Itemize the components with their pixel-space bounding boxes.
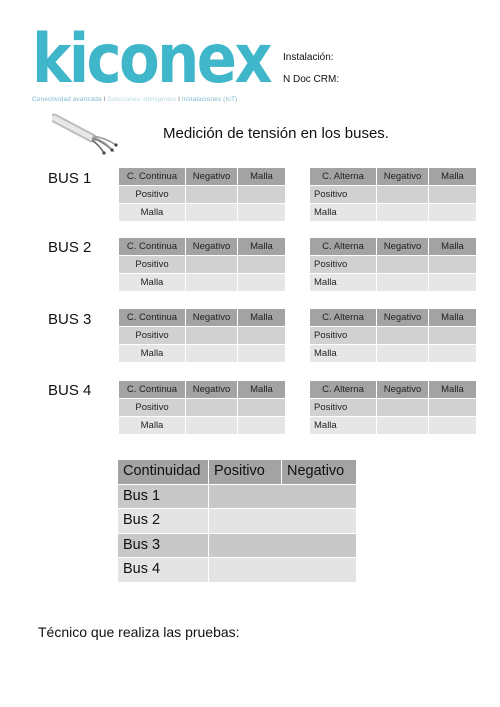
positivo-row-label: Positivo [310,327,376,344]
positivo-row-label: Positivo [310,256,376,273]
dc-header: C. Continua [119,168,185,185]
negativo-header: Negativo [377,381,428,398]
value-cell[interactable] [186,399,237,416]
negativo-header: Negativo [282,460,356,484]
ac-header: C. Alterna [310,238,376,255]
value-cell[interactable] [186,256,237,273]
negativo-header: Negativo [186,309,237,326]
value-cell[interactable] [209,485,356,509]
bus3-ac-table [310,309,476,363]
continuity-table [118,460,356,583]
ac-header: C. Alterna [310,309,376,326]
malla-row-label: Malla [310,417,376,434]
continuity-row-label: Bus 4 [118,558,208,582]
positivo-row-label: Positivo [119,256,185,273]
malla-header: Malla [429,381,476,398]
negativo-header: Negativo [186,168,237,185]
value-cell[interactable] [238,204,285,221]
bus-label-1: BUS 1 [48,170,92,187]
negativo-header: Negativo [377,238,428,255]
value-cell[interactable] [429,186,476,203]
malla-row-label: Malla [119,204,185,221]
value-cell[interactable] [429,327,476,344]
value-cell[interactable] [186,417,237,434]
malla-row-label: Malla [310,204,376,221]
value-cell[interactable] [377,256,428,273]
bus1-dc-table [119,168,285,222]
bus-label-3: BUS 3 [48,311,92,328]
continuity-row-label: Bus 1 [118,485,208,509]
ac-header: C. Alterna [310,168,376,185]
doc-crm-label: N Doc CRM: [283,74,340,85]
value-cell[interactable] [186,204,237,221]
positivo-row-label: Positivo [310,186,376,203]
malla-header: Malla [238,168,285,185]
negativo-header: Negativo [186,381,237,398]
malla-header: Malla [429,238,476,255]
malla-row-label: Malla [310,274,376,291]
bus2-dc-table [119,238,285,292]
bus-label-4: BUS 4 [48,382,92,399]
value-cell[interactable] [238,186,285,203]
value-cell[interactable] [186,345,237,362]
malla-row-label: Malla [310,345,376,362]
instalacion-label: Instalación: [283,52,334,63]
bus3-dc-table [119,309,285,363]
value-cell[interactable] [238,256,285,273]
bus-label-2: BUS 2 [48,239,92,256]
positivo-row-label: Positivo [310,399,376,416]
dc-header: C. Continua [119,381,185,398]
malla-header: Malla [238,238,285,255]
value-cell[interactable] [429,345,476,362]
value-cell[interactable] [209,534,356,558]
malla-header: Malla [429,168,476,185]
malla-header: Malla [429,309,476,326]
value-cell[interactable] [238,345,285,362]
continuidad-header: Continuidad [118,460,208,484]
value-cell[interactable] [238,327,285,344]
malla-row-label: Malla [119,274,185,291]
malla-row-label: Malla [119,345,185,362]
tagline: Conectividad avanzada I Soluciones inteligentes I Instalaciones (IoT) [32,96,238,103]
dc-header: C. Continua [119,309,185,326]
technician-label: Técnico que realiza las pruebas: [38,624,240,640]
value-cell[interactable] [377,345,428,362]
positivo-row-label: Positivo [119,399,185,416]
value-cell[interactable] [429,204,476,221]
value-cell[interactable] [186,327,237,344]
value-cell[interactable] [238,274,285,291]
value-cell[interactable] [377,186,428,203]
bus4-ac-table [310,381,476,435]
value-cell[interactable] [429,256,476,273]
value-cell[interactable] [429,417,476,434]
value-cell[interactable] [377,327,428,344]
kiconex-logo [32,26,272,90]
page-title: Medición de tensión en los buses. [163,125,389,142]
value-cell[interactable] [377,417,428,434]
bus4-dc-table [119,381,285,435]
negativo-header: Negativo [377,168,428,185]
ac-header: C. Alterna [310,381,376,398]
cable-image [52,112,120,156]
svg-text:kiconex: kiconex [32,26,272,90]
positivo-header: Positivo [209,460,281,484]
malla-header: Malla [238,381,285,398]
value-cell[interactable] [238,399,285,416]
value-cell[interactable] [429,274,476,291]
kiconex-logo-graphic [32,26,272,90]
value-cell[interactable] [377,204,428,221]
value-cell[interactable] [377,399,428,416]
value-cell[interactable] [186,274,237,291]
positivo-row-label: Positivo [119,186,185,203]
dc-header: C. Continua [119,238,185,255]
value-cell[interactable] [186,186,237,203]
continuity-row-label: Bus 2 [118,509,208,533]
value-cell[interactable] [429,399,476,416]
value-cell[interactable] [209,558,356,582]
malla-row-label: Malla [119,417,185,434]
value-cell[interactable] [209,509,356,533]
negativo-header: Negativo [186,238,237,255]
bus2-ac-table [310,238,476,292]
bus1-ac-table [310,168,476,222]
value-cell[interactable] [238,417,285,434]
negativo-header: Negativo [377,309,428,326]
value-cell[interactable] [377,274,428,291]
positivo-row-label: Positivo [119,327,185,344]
continuity-row-label: Bus 3 [118,534,208,558]
malla-header: Malla [238,309,285,326]
